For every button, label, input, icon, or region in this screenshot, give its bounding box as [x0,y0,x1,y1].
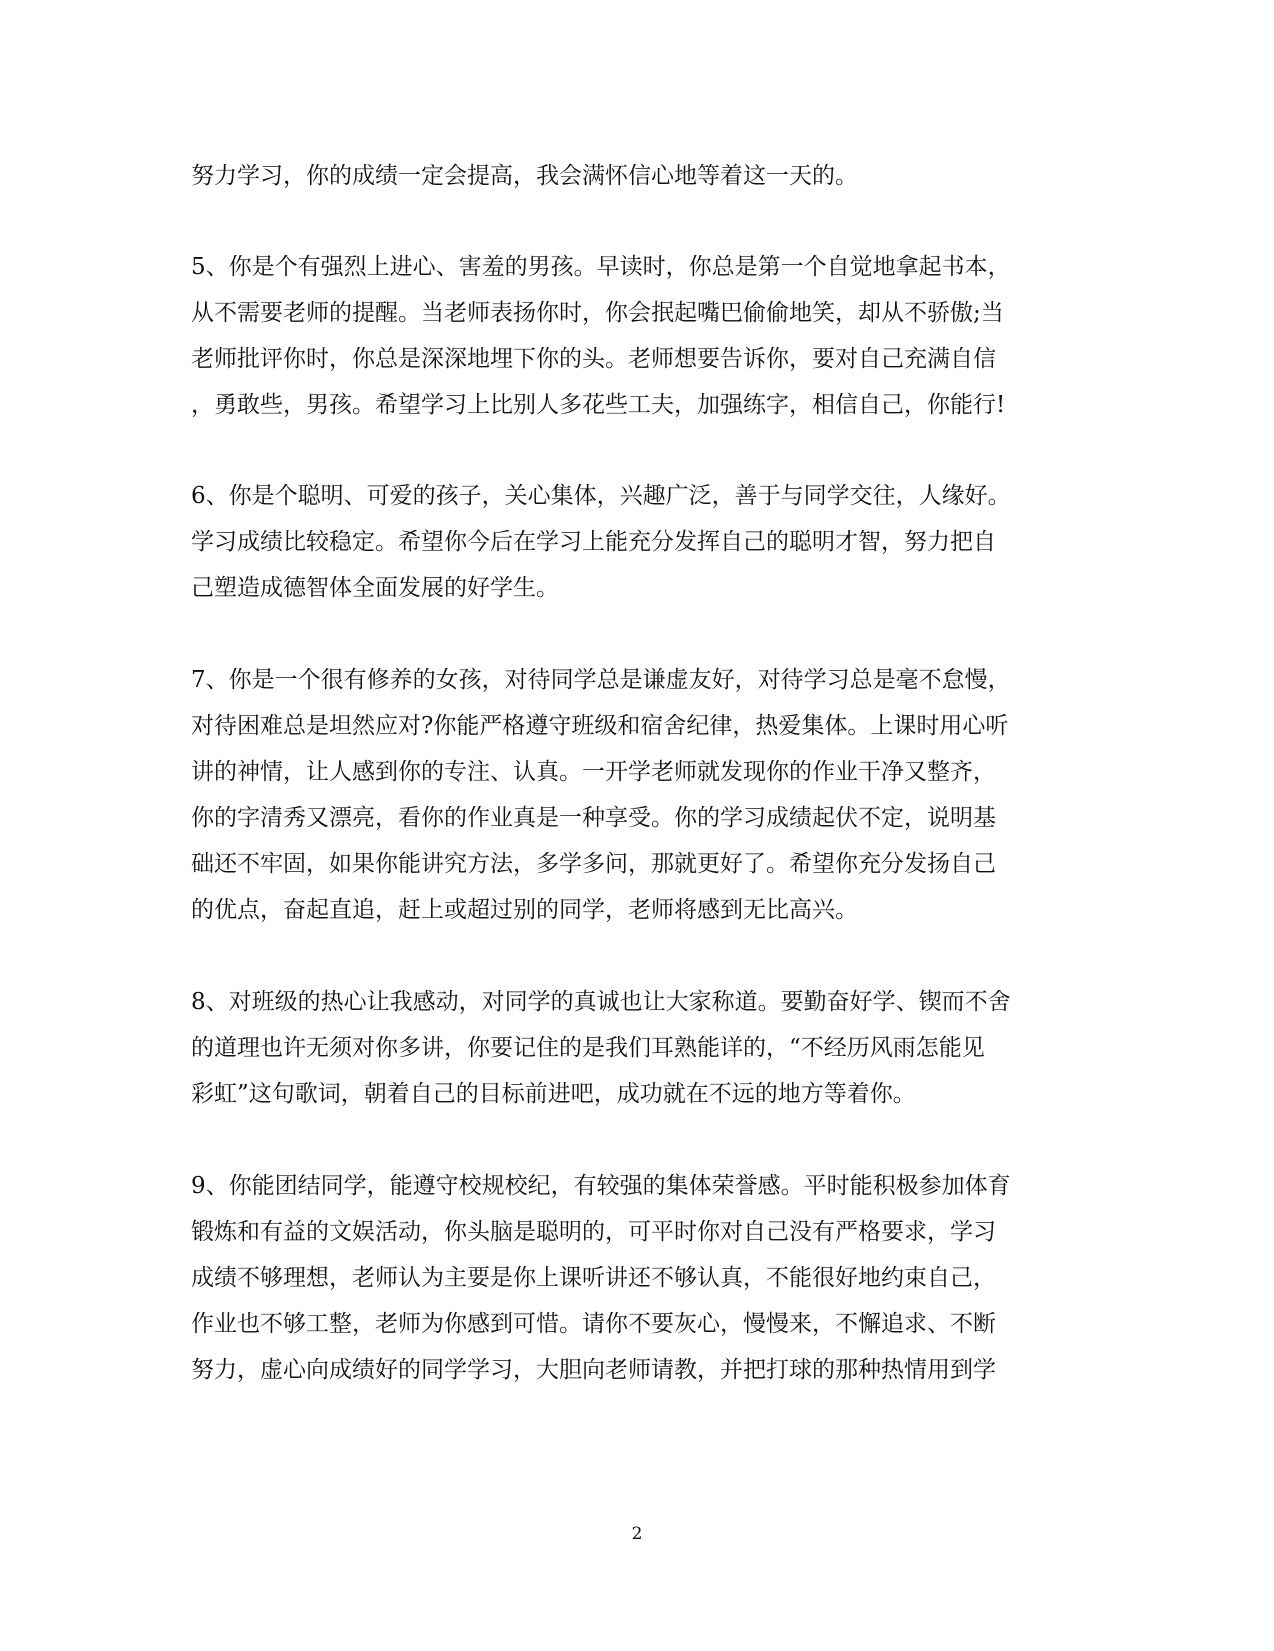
text-line: 你的字清秀又漂亮，看你的作业真是一种享受。你的学习成绩起伏不定，说明基 [191,805,996,831]
text-line: 努力学习，你的成绩一定会提高，我会满怀信心地等着这一天的。 [191,163,858,189]
text-line: 对待困难总是坦然应对?你能严格遵守班级和宿舍纪律，热爱集体。上课时用心听 [191,713,1009,739]
text-line: 成绩不够理想，老师认为主要是你上课听讲还不够认真，不能很好地约束自己， [191,1265,996,1291]
text-line: 7、你是一个很有修养的女孩，对待同学总是谦虚友好，对待学习总是毫不怠慢， [191,667,1011,693]
text-line: 6、你是个聪明、可爱的孩子，关心集体，兴趣广泛，善于与同学交往，人缘好。 [191,483,1011,509]
text-line: 9、你能团结同学，能遵守校规校纪，有较强的集体荣誉感。平时能积极参加体育 [191,1173,1011,1199]
text-line: 从不需要老师的提醒。当老师表扬你时，你会抿起嘴巴偷偷地笑，却从不骄傲;当 [191,300,1004,326]
text-line: 础还不牢固，如果你能讲究方法，多学多问，那就更好了。希望你充分发扬自己 [191,851,996,877]
text-line: 彩虹”这句歌词，朝着自己的目标前进吧，成功就在不远的地方等着你。 [191,1081,916,1107]
text-line: 老师批评你时，你总是深深地埋下你的头。老师想要告诉你，要对自己充满自信 [191,346,996,372]
text-line: 5、你是个有强烈上进心、害羞的男孩。早读时，你总是第一个自觉地拿起书本， [191,254,1011,280]
text-line: 学习成绩比较稳定。希望你今后在学习上能充分发挥自己的聪明才智，努力把自 [191,529,996,555]
text-line: 己塑造成德智体全面发展的好学生。 [191,575,559,601]
text-line: 8、对班级的热心让我感动，对同学的真诚也让大家称道。要勤奋好学、锲而不舍 [191,989,1011,1015]
text-line: 的优点，奋起直追，赶上或超过别的同学，老师将感到无比高兴。 [191,897,858,923]
page-number: 2 [631,1524,643,1544]
text-line: 的道理也许无须对你多讲，你要记住的是我们耳熟能详的，“不经历风雨怎能见 [191,1035,985,1061]
text-line: 锻炼和有益的文娱活动，你头脑是聪明的，可平时你对自己没有严格要求，学习 [191,1219,996,1245]
text-line: ，勇敢些，男孩。希望学习上比别人多花些工夫，加强练字，相信自己，你能行! [191,392,1006,418]
text-line: 讲的神情，让人感到你的专注、认真。一开学老师就发现你的作业干净又整齐， [191,759,996,785]
text-line: 努力，虚心向成绩好的同学学习，大胆向老师请教，并把打球的那种热情用到学 [191,1357,996,1383]
text-line: 作业也不够工整，老师为你感到可惜。请你不要灰心，慢慢来，不懈追求、不断 [191,1311,996,1337]
